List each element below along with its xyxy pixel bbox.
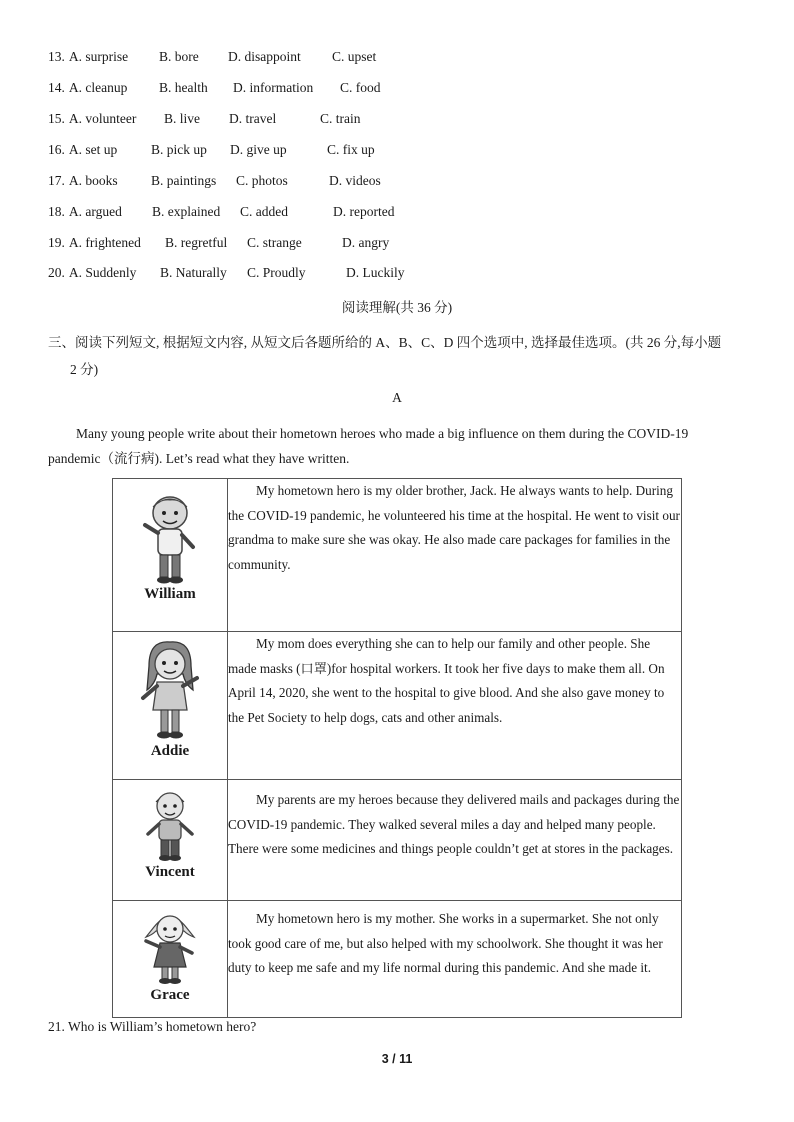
grace-text-cell — [228, 901, 682, 1018]
option-b: B. pick up — [151, 142, 207, 157]
option-c: D. give up — [230, 142, 287, 157]
option-a — [48, 264, 136, 282]
option-c: D. travel — [229, 111, 277, 126]
option-a-text: A. Suddenly — [68, 265, 137, 280]
hero-text: My mom does everything she can to help our family and other people. She made masks (口罩)for hospital workers. It took her five days to make them all. On April 14, 2020, she went to the hospital to give blood. And she also gave money to the Pet Society to help dogs, cats and other animals. — [228, 636, 665, 725]
question-number: 13. — [48, 49, 65, 64]
option-d: C. upset — [332, 49, 377, 64]
option-d: D. angry — [342, 235, 390, 250]
option-d: D. videos — [329, 173, 381, 188]
kid-name: Addie — [150, 743, 190, 759]
passage-letter: A — [392, 390, 402, 405]
option-a — [48, 141, 117, 159]
option-a-text: A. books — [68, 173, 118, 188]
option-a — [48, 203, 122, 221]
option-c: C. Proudly — [247, 265, 306, 280]
option-a-text: A. set up — [68, 142, 118, 157]
page-number: 3 / 11 — [381, 1052, 413, 1066]
option-c: C. strange — [247, 235, 302, 250]
question-number: 16. — [48, 142, 65, 157]
instructions — [48, 329, 758, 383]
boy-cartoon-icon — [135, 491, 205, 586]
table-row — [113, 901, 682, 1018]
option-a — [48, 234, 141, 252]
question-number: 15. — [48, 111, 65, 126]
option-b: B. bore — [159, 49, 199, 64]
william-cell — [113, 479, 228, 632]
question-21: 21. Who is William’s hometown hero? — [48, 1019, 257, 1034]
option-c: C. photos — [236, 173, 288, 188]
kid-name: Grace — [150, 987, 190, 1003]
passage-intro — [48, 421, 748, 471]
section-title: 阅读理解(共 36 分) — [341, 300, 453, 315]
intro-line-1: Many young people write about their hometown heroes who made a big influence on them during the COVID-19 — [76, 426, 689, 441]
question-number: 18. — [48, 204, 65, 219]
question-number: 20. — [48, 265, 65, 280]
option-b: B. health — [159, 80, 208, 95]
option-d: C. fix up — [327, 142, 375, 157]
hero-text: My parents are my heroes because they delivered mails and packages during the COVID-19 pandemic. They walked several miles a day and helped many people. There were some medicines and things people couldn’t get at stores in the packages. — [228, 792, 680, 856]
hero-text: My hometown hero is my mother. She works in a supermarket. She not only took good care of me, but also helped with my schoolwork. She thought it was her duty to keep me safe and my life normal during this pandemic. And she made it. — [228, 911, 663, 975]
boy-cartoon-icon — [140, 786, 200, 864]
option-a-text: A. volunteer — [68, 111, 137, 126]
option-d: C. food — [340, 80, 381, 95]
option-a-text: A. frightened — [68, 235, 141, 250]
option-d: D. reported — [333, 204, 395, 219]
hero-text: My hometown hero is my older brother, Jack. He always wants to help. During the COVID-19 pandemic, he volunteered his time at the hospital. He went to visit our grandma to make sure she was okay. He also made care packages for families in the community. — [228, 483, 680, 572]
option-a — [48, 110, 136, 128]
question-number: 14. — [48, 80, 65, 95]
table-row — [113, 780, 682, 901]
option-a-text: A. argued — [68, 204, 122, 219]
option-b: B. explained — [152, 204, 221, 219]
kid-name: William — [144, 586, 196, 602]
question-number: 19. — [48, 235, 65, 250]
table-row — [113, 632, 682, 780]
option-a-text: A. cleanup — [68, 80, 128, 95]
instruction-line-1: 三、阅读下列短文, 根据短文内容, 从短文后各题所给的 A、B、C、D 四个选项中, 选择最佳选项。(共 26 分,每小题 — [48, 335, 722, 350]
william-text-cell — [228, 479, 682, 632]
option-b: B. Naturally — [160, 265, 227, 280]
girl-cartoon-icon — [134, 907, 206, 987]
option-b: B. live — [164, 111, 200, 126]
option-b: B. regretful — [165, 235, 228, 250]
vincent-text-cell — [228, 780, 682, 901]
option-c: D. information — [233, 80, 314, 95]
option-a — [48, 48, 128, 66]
option-c: D. disappoint — [228, 49, 301, 64]
question-number: 17. — [48, 173, 65, 188]
addie-text-cell — [228, 632, 682, 780]
addie-cell — [113, 632, 228, 780]
option-a-text: A. surprise — [68, 49, 129, 64]
option-c: C. added — [240, 204, 288, 219]
option-a — [48, 172, 118, 190]
intro-line-2: pandemic（流行病). Let’s read what they have written. — [48, 451, 350, 466]
table-row — [113, 479, 682, 632]
grace-cell — [113, 901, 228, 1018]
girl-cartoon-icon — [135, 638, 205, 743]
option-b: B. paintings — [151, 173, 217, 188]
option-d: D. Luckily — [346, 265, 405, 280]
option-d: C. train — [320, 111, 361, 126]
kid-name: Vincent — [145, 864, 195, 880]
vincent-cell — [113, 780, 228, 901]
option-a — [48, 79, 127, 97]
heroes-table — [112, 478, 682, 1018]
instruction-line-2: 2 分) — [70, 362, 99, 377]
